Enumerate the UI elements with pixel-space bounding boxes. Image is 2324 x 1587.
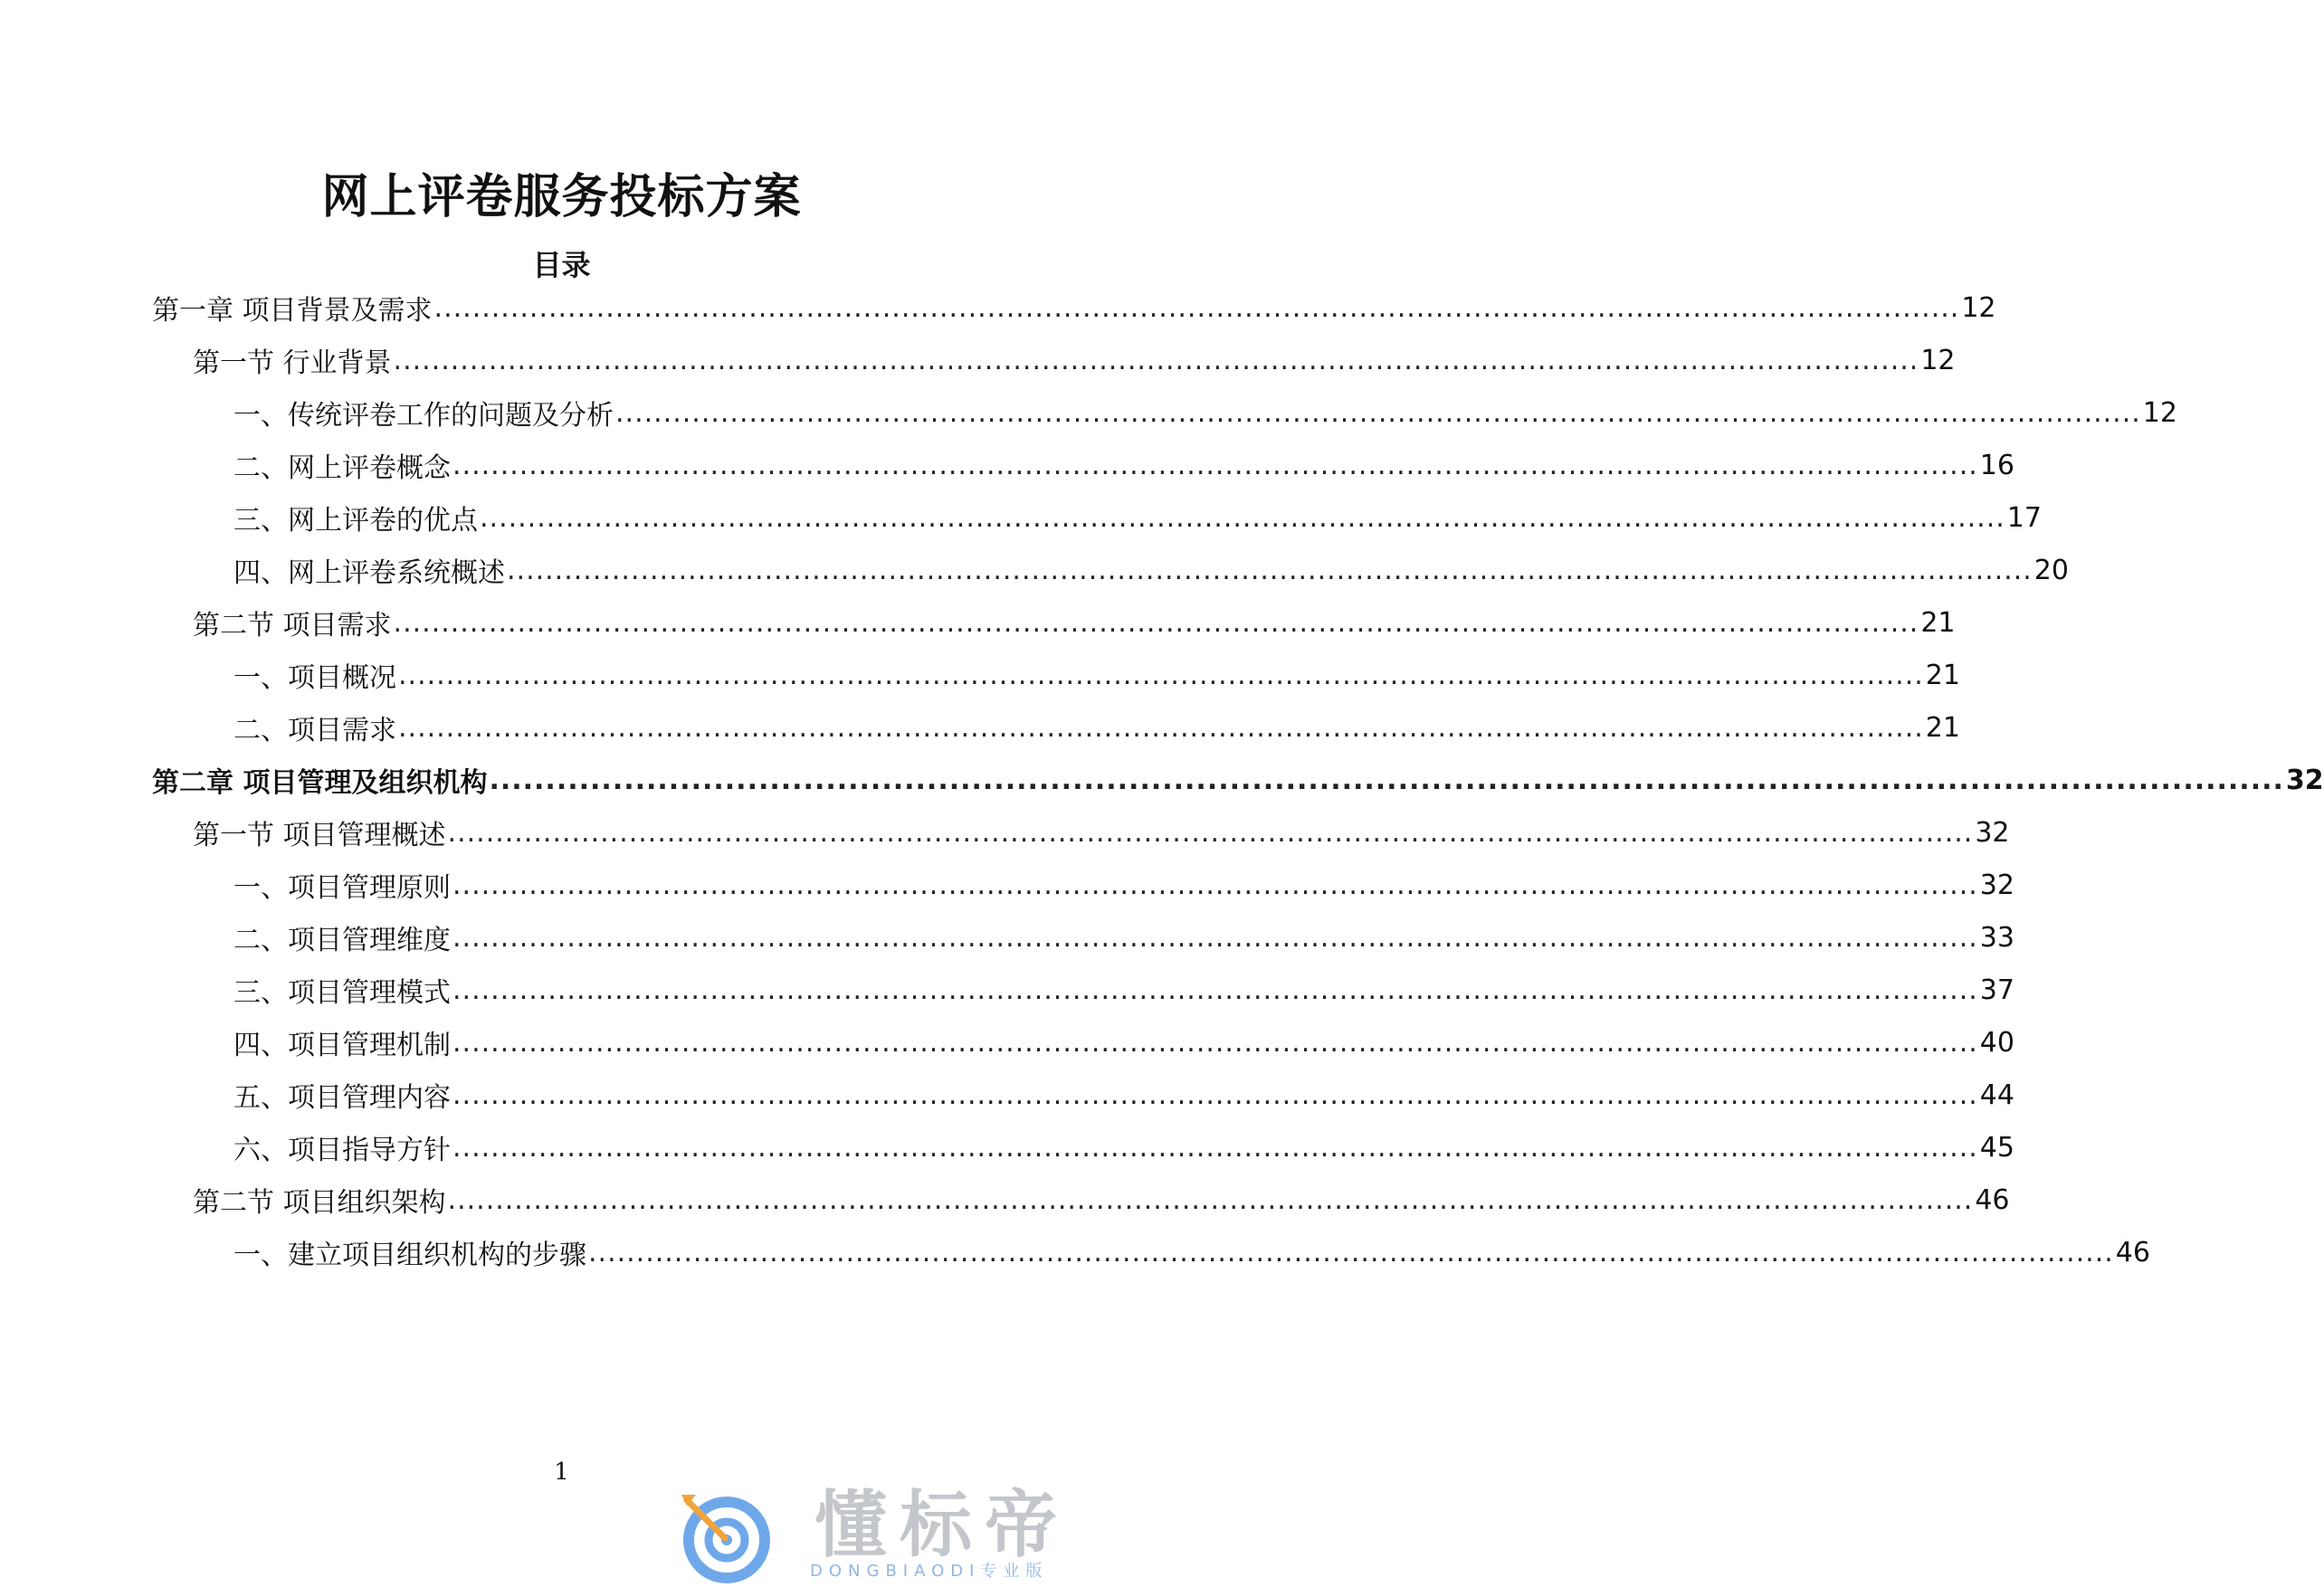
toc-entry-item-1-1-4[interactable]: [233, 550, 2069, 590]
target-logo-icon: [674, 1482, 783, 1583]
toc-dot-leader: ................................................................................................................................................................: [393, 606, 1919, 639]
toc-entry-page: 21: [1925, 659, 1960, 691]
toc-entry-item-2-2-1[interactable]: [233, 1232, 2150, 1272]
toc-entry-label: 五、项目管理内容: [233, 1082, 451, 1114]
toc-entry-page: 12: [1920, 344, 1956, 376]
toc-entry-label: 四、项目管理机制: [233, 1030, 451, 1061]
toc-entry-page: 46: [1975, 1183, 2010, 1216]
toc-entry-label: 第一章 项目背景及需求: [152, 295, 433, 327]
toc-dot-leader: ................................................................................................................................................................: [452, 449, 1978, 481]
toc-dot-leader: ................................................................................................................................................................: [615, 396, 2141, 429]
toc-dot-leader: ................................................................................................................................................................: [489, 764, 2284, 796]
toc-entry-section-2-1[interactable]: [193, 813, 2010, 852]
toc-entry-page: 40: [1979, 1026, 2014, 1059]
toc-entry-item-2-1-1[interactable]: [233, 865, 2014, 905]
toc-dot-leader: ................................................................................................................................................................: [452, 921, 1978, 954]
toc-heading: 目录: [532, 248, 591, 282]
document-title: 网上评卷服务投标方案: [321, 170, 802, 224]
toc-entry-page: 45: [1979, 1131, 2014, 1164]
toc-dot-leader: ................................................................................................................................................................: [452, 869, 1978, 901]
toc-entry-item-2-1-3[interactable]: [233, 970, 2014, 1010]
toc-entry-page: 32: [1975, 816, 2010, 849]
toc-entry-label: 二、网上评卷概念: [233, 452, 451, 484]
toc-entry-label: 六、项目指导方针: [233, 1135, 451, 1166]
toc-entry-page: 12: [2142, 396, 2177, 429]
toc-entry-chapter-2[interactable]: [152, 760, 2324, 800]
toc-dot-leader: ................................................................................................................................................................: [452, 974, 1978, 1006]
toc-entry-item-1-2-1[interactable]: [233, 655, 1960, 695]
toc-dot-leader: ................................................................................................................................................................: [452, 1026, 1978, 1059]
toc-entry-section-1-2[interactable]: [193, 603, 1956, 642]
toc-entry-page: 46: [2115, 1236, 2150, 1269]
toc-entry-label: 第二节 项目需求: [193, 610, 392, 641]
toc-entry-item-2-1-6[interactable]: [233, 1127, 2014, 1167]
toc-entry-item-1-1-2[interactable]: [233, 445, 2014, 485]
toc-entry-label: 第一节 行业背景: [193, 347, 392, 379]
toc-entry-label: 第二节 项目组织架构: [193, 1187, 446, 1219]
toc-dot-leader: ................................................................................................................................................................: [452, 1079, 1978, 1111]
toc-entry-label: 一、传统评卷工作的问题及分析: [233, 400, 614, 432]
toc-dot-leader: ................................................................................................................................................................: [398, 711, 1924, 744]
toc-entry-item-1-1-1[interactable]: [233, 393, 2177, 432]
toc-entry-label: 三、网上评卷的优点: [233, 505, 478, 537]
toc-entry-section-1-1[interactable]: [193, 340, 1956, 380]
toc-dot-leader: ................................................................................................................................................................: [398, 659, 1924, 691]
toc-entry-section-2-2[interactable]: [193, 1180, 2010, 1220]
toc-entry-page: 44: [1979, 1079, 2014, 1111]
toc-dot-leader: ................................................................................................................................................................: [447, 1183, 1974, 1216]
toc-entry-page: 32: [2285, 764, 2324, 796]
toc-entry-label: 二、项目管理维度: [233, 925, 451, 956]
toc-entry-label: 二、项目需求: [233, 715, 396, 746]
watermark-logo: [674, 1482, 1109, 1582]
toc-dot-leader: ................................................................................................................................................................: [433, 291, 1960, 324]
toc-dot-leader: ................................................................................................................................................................: [393, 344, 1919, 376]
toc-entry-page: 37: [1979, 974, 2014, 1006]
toc-entry-label: 三、项目管理模式: [233, 977, 451, 1009]
toc-dot-leader: ................................................................................................................................................................: [507, 554, 2033, 586]
toc-entry-label: 第一节 项目管理概述: [193, 820, 446, 851]
watermark-brand-subtext: DONGBIAODI专业版: [810, 1562, 1049, 1581]
toc-dot-leader: ................................................................................................................................................................: [452, 1131, 1978, 1164]
toc-dot-leader: ................................................................................................................................................................: [447, 816, 1974, 849]
toc-entry-page: 21: [1925, 711, 1960, 744]
toc-entry-page: 33: [1979, 921, 2014, 954]
toc-entry-page: 12: [1961, 291, 1996, 324]
toc-entry-chapter-1[interactable]: [152, 288, 1996, 328]
toc-entry-label: 四、网上评卷系统概述: [233, 557, 505, 589]
toc-entry-item-1-2-2[interactable]: [233, 708, 1960, 747]
toc-entry-item-1-1-3[interactable]: [233, 498, 2042, 537]
toc-entry-label: 第二章 项目管理及组织机构: [152, 767, 488, 799]
toc-entry-label: 一、建立项目组织机构的步骤: [233, 1240, 586, 1271]
toc-entry-label: 一、项目管理原则: [233, 872, 451, 904]
toc-entry-label: 一、项目概况: [233, 662, 396, 694]
page-number: 1: [554, 1459, 569, 1486]
toc-dot-leader: ................................................................................................................................................................: [480, 501, 2005, 534]
toc-dot-leader: ................................................................................................................................................................: [588, 1236, 2114, 1269]
toc-entry-page: 20: [2034, 554, 2069, 586]
toc-entry-page: 21: [1920, 606, 1956, 639]
toc-entry-page: 16: [1979, 449, 2014, 481]
watermark-brand-text: 懂标帝: [814, 1483, 1070, 1567]
toc-entry-page: 17: [2006, 501, 2042, 534]
toc-entry-page: 32: [1979, 869, 2014, 901]
toc-entry-item-2-1-4[interactable]: [233, 1022, 2014, 1062]
toc-entry-item-2-1-5[interactable]: [233, 1075, 2014, 1115]
toc-entry-item-2-1-2[interactable]: [233, 917, 2014, 957]
